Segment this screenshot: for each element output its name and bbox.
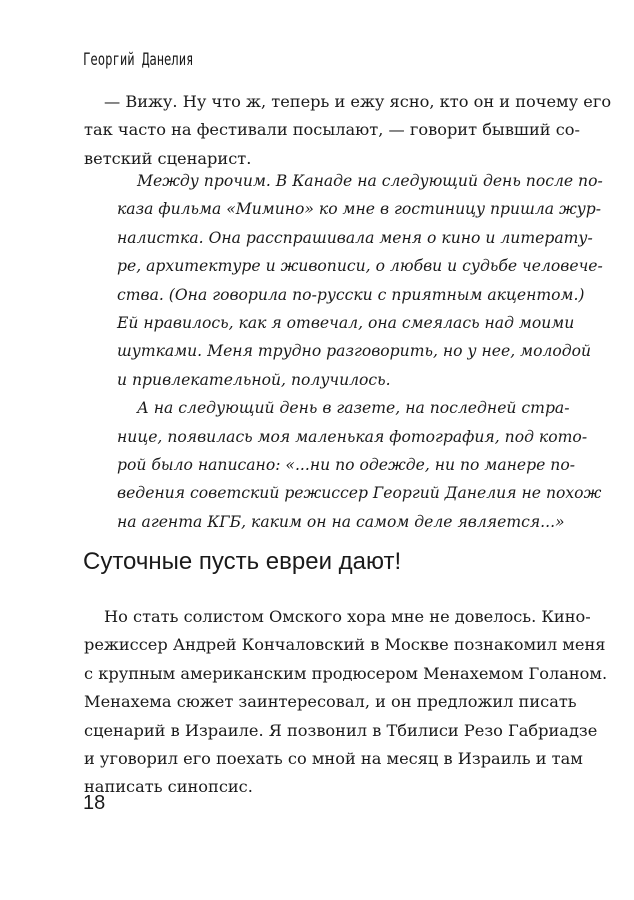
text-line: Менахема сюжет заинтересовал, и он предложил писать: [84, 692, 577, 712]
text-line: — Вижу. Ну что ж, теперь и ежу ясно, кто он и почему его: [104, 92, 612, 111]
text-line: с крупным американским продюсером Менахемом Голаном.: [84, 663, 608, 683]
text-line: нице, появилась моя маленькая фотография, под кото-: [117, 427, 588, 446]
text-line: А на следующий день в газете, на последней стра-: [137, 399, 570, 418]
text-line: и уговорил его поехать со мной на месяц в Израиль и там: [84, 749, 583, 769]
text-line: налистка. Она расспрашивала меня о кино и литерату-: [117, 228, 593, 247]
paragraph-dialogue: [84, 88, 612, 173]
section-title: Суточные пусть евреи дают!: [83, 548, 402, 575]
text-line: и привлекательной, получилось.: [117, 370, 391, 389]
paragraph-body: [84, 603, 608, 802]
text-line: каза фильма «Мимино» ко мне в гостиницу пришла жур-: [117, 200, 602, 219]
text-line: рой было написано: «...ни по одежде, ни по манере по-: [117, 456, 575, 475]
aside-block: [117, 167, 603, 536]
text-line: на агента КГБ, каким он на самом деле является...»: [117, 512, 565, 531]
text-line: Между прочим. В Канаде на следующий день после по-: [137, 172, 603, 190]
page-number: 18: [83, 792, 106, 814]
running-header: Георгий Данелия: [83, 50, 194, 70]
text-line: шутками. Меня трудно разговорить, но у нее, молодой: [117, 342, 592, 361]
text-line: режиссер Андрей Кончаловский в Москве познакомил меня: [84, 635, 606, 655]
text-line: Ей нравилось, как я отвечал, она смеялась над моими: [117, 314, 575, 333]
text-line: Но стать солистом Омского хора мне не довелось. Кино-: [104, 607, 591, 626]
text-line: ветский сценарист.: [84, 148, 252, 168]
text-line: написать синопсис.: [84, 777, 253, 797]
text-line: ре, архитектуре и живописи, о любви и судьбе человече-: [117, 257, 603, 276]
text-line: ведения советский режиссер Георгий Данелия не похож: [117, 484, 602, 503]
text-line: так часто на фестивали посылают, — говорит бывший со-: [84, 120, 580, 140]
text-line: ства. (Она говорила по-русски с приятным акцентом.): [117, 285, 585, 304]
text-line: сценарий в Израиле. Я позвонил в Тбилиси Резо Габриадзе: [84, 720, 598, 740]
